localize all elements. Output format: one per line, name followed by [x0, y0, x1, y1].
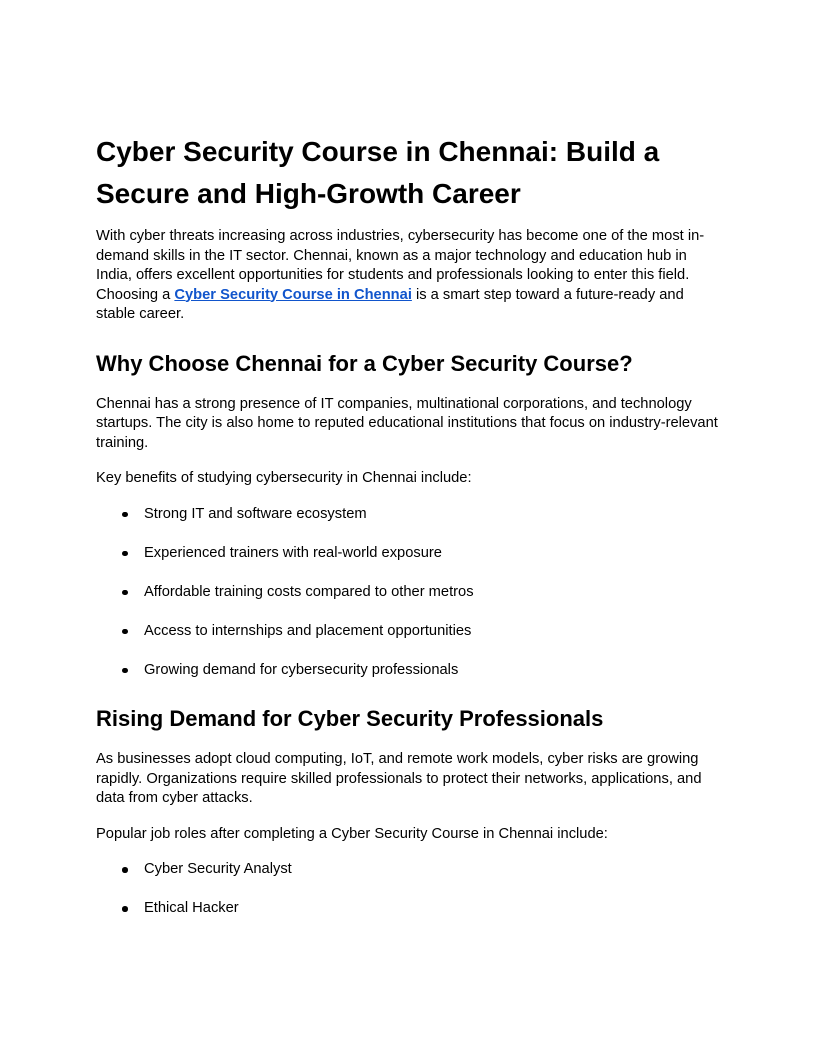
key-benefits-list — [96, 505, 720, 681]
list-item: Cyber Security Analyst — [96, 860, 720, 880]
list-item: Affordable training costs compared to other metros — [96, 583, 720, 603]
list-item: Strong IT and software ecosystem — [96, 505, 720, 525]
document-title: Cyber Security Course in Chennai: Build a Secure and High-Growth Career — [96, 136, 660, 209]
why-choose-paragraph: Chennai has a strong presence of IT companies, multinational corporations, and technology startups. The city is also home to reputed educational institutions that focus on industry-relevant training. — [96, 395, 718, 451]
intro-text-before-link: With cyber threats increasing across industries, cybersecurity has become one of the most in-demand skills in the IT sector. Chennai, known as a major technology and education hub in India, offers excellent opportunities for students and professionals looking to enter this field. Choosing a — [96, 228, 705, 303]
intro-text-after-link: is a smart step toward a future-ready and stable career. — [96, 286, 684, 322]
job-roles-list-intro: Popular job roles after completing a Cyber Security Course in Chennai include: — [96, 825, 608, 842]
list-item: Access to internships and placement opportunities — [96, 622, 720, 642]
intro-paragraph — [96, 227, 720, 325]
cyber-security-course-link[interactable]: Cyber Security Course in Chennai — [174, 286, 412, 303]
key-benefits-list-intro: Key benefits of studying cybersecurity in Chennai include: — [96, 470, 472, 486]
job-roles-list — [96, 860, 720, 919]
rising-demand-paragraph: As businesses adopt cloud computing, IoT, and remote work models, cyber risks are growing rapidly. Organizations require skilled professionals to protect their networks, applications, and data from cyber attacks. — [96, 751, 702, 806]
list-item: Ethical Hacker — [96, 899, 720, 919]
heading-rising-demand: Rising Demand for Cyber Security Professionals — [96, 706, 604, 731]
list-item: Experienced trainers with real-world exposure — [96, 544, 720, 564]
heading-why-choose-chennai: Why Choose Chennai for a Cyber Security Course? — [96, 350, 633, 376]
list-item: Growing demand for cybersecurity professionals — [96, 661, 720, 681]
